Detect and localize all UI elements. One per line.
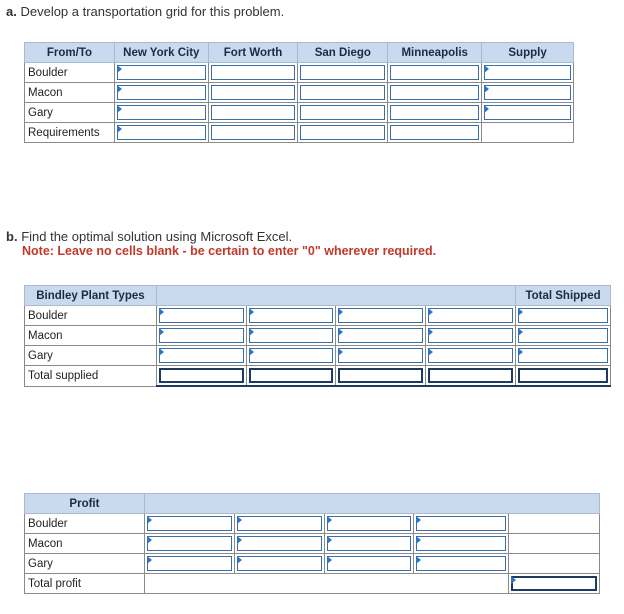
input-cell[interactable] [338, 348, 423, 363]
flag-icon [117, 105, 122, 113]
input-cell[interactable] [327, 536, 412, 551]
table-row [25, 514, 600, 534]
table-row [25, 63, 574, 83]
input-cell[interactable] [117, 105, 206, 120]
flag-icon [249, 328, 254, 336]
input-cell[interactable] [159, 348, 244, 363]
input-cell[interactable] [211, 85, 296, 100]
input-cell[interactable] [147, 536, 232, 551]
flag-icon [117, 65, 122, 73]
part-a-prefix: a. [6, 4, 17, 19]
header-blank [156, 286, 515, 306]
flag-icon [147, 516, 152, 524]
input-cell[interactable] [484, 105, 571, 120]
part-b-text: Find the optimal solution using Microsoft Excel. [21, 229, 293, 244]
header-fort-worth: Fort Worth [208, 43, 298, 63]
header-from-to: From/To [25, 43, 115, 63]
row-label-macon: Macon [25, 534, 145, 554]
table-row [25, 123, 574, 143]
input-cell[interactable] [390, 125, 479, 140]
input-cell[interactable] [147, 556, 232, 571]
row-label-boulder: Boulder [25, 514, 145, 534]
input-cell[interactable] [147, 516, 232, 531]
note-text: Note: Leave no cells blank - be certain to enter "0" wherever required. [22, 244, 437, 258]
flag-icon [338, 328, 343, 336]
flag-icon [159, 348, 164, 356]
flag-icon [416, 536, 421, 544]
part-b-prefix: b. [6, 229, 18, 244]
input-cell[interactable] [518, 308, 608, 323]
flag-icon [518, 308, 523, 316]
input-cell[interactable] [211, 105, 296, 120]
input-cell[interactable] [300, 125, 385, 140]
header-total-shipped: Total Shipped [516, 286, 611, 306]
flag-icon [338, 348, 343, 356]
solution-header-row [25, 286, 611, 306]
row-label-gary: Gary [25, 346, 157, 366]
profit-header-row [25, 494, 600, 514]
header-minneapolis: Minneapolis [388, 43, 482, 63]
input-cell[interactable] [159, 368, 244, 383]
flag-icon [249, 308, 254, 316]
flag-icon [159, 308, 164, 316]
table-row [25, 326, 611, 346]
row-label-boulder: Boulder [25, 306, 157, 326]
input-cell[interactable] [428, 348, 513, 363]
input-cell[interactable] [117, 125, 206, 140]
flag-icon [237, 556, 242, 564]
flag-icon [428, 328, 433, 336]
header-new-york-city: New York City [114, 43, 208, 63]
row-label-boulder: Boulder [25, 63, 115, 83]
input-cell[interactable] [338, 368, 423, 383]
header-supply: Supply [482, 43, 574, 63]
input-cell[interactable] [159, 308, 244, 323]
flag-icon [338, 308, 343, 316]
input-cell[interactable] [211, 65, 296, 80]
flag-icon [428, 348, 433, 356]
part-a-text: Develop a transportation grid for this problem. [20, 4, 285, 19]
empty-cell [482, 123, 574, 143]
flag-icon [147, 556, 152, 564]
input-cell[interactable] [237, 536, 322, 551]
flag-icon [147, 536, 152, 544]
flag-icon [511, 576, 516, 584]
table-row [25, 554, 600, 574]
solution-grid [24, 285, 611, 387]
row-label-total-supplied: Total supplied [25, 366, 157, 387]
input-cell[interactable] [416, 516, 506, 531]
header-profit: Profit [25, 494, 145, 514]
input-cell[interactable] [416, 536, 506, 551]
flag-icon [327, 536, 332, 544]
input-cell[interactable] [390, 65, 479, 80]
table-row [25, 306, 611, 326]
empty-span-cell [144, 574, 508, 594]
input-cell[interactable] [484, 85, 571, 100]
table-row [25, 83, 574, 103]
flag-icon [518, 328, 523, 336]
flag-icon [428, 308, 433, 316]
input-cell[interactable] [511, 576, 597, 591]
flag-icon [237, 516, 242, 524]
flag-icon [117, 125, 122, 133]
table-row [25, 346, 611, 366]
flag-icon [237, 536, 242, 544]
input-cell[interactable] [518, 368, 608, 383]
flag-icon [484, 105, 489, 113]
flag-icon [249, 348, 254, 356]
row-label-macon: Macon [25, 326, 157, 346]
input-cell[interactable] [518, 348, 608, 363]
table-row [25, 366, 611, 387]
input-cell[interactable] [428, 328, 513, 343]
input-cell[interactable] [300, 85, 385, 100]
flag-icon [518, 348, 523, 356]
input-cell[interactable] [117, 85, 206, 100]
transportation-grid [24, 42, 574, 143]
table-row [25, 574, 600, 594]
flag-icon [484, 65, 489, 73]
flag-icon [416, 556, 421, 564]
row-label-gary: Gary [25, 554, 145, 574]
input-cell[interactable] [390, 85, 479, 100]
flag-icon [117, 85, 122, 93]
empty-cell [509, 554, 600, 574]
flag-icon [327, 556, 332, 564]
input-cell[interactable] [249, 328, 334, 343]
input-cell[interactable] [300, 65, 385, 80]
header-blank [144, 494, 599, 514]
input-cell[interactable] [300, 105, 385, 120]
input-cell[interactable] [327, 556, 412, 571]
part-a-question [6, 4, 284, 19]
flag-icon [416, 516, 421, 524]
input-cell[interactable] [211, 125, 296, 140]
input-cell[interactable] [428, 308, 513, 323]
row-label-total-profit: Total profit [25, 574, 145, 594]
input-cell[interactable] [338, 328, 423, 343]
input-cell[interactable] [237, 556, 322, 571]
empty-cell [509, 514, 600, 534]
input-cell[interactable] [428, 368, 513, 383]
row-label-macon: Macon [25, 83, 115, 103]
input-cell[interactable] [518, 328, 608, 343]
input-cell[interactable] [327, 516, 412, 531]
table-row [25, 103, 574, 123]
input-cell[interactable] [416, 556, 506, 571]
profit-grid [24, 493, 600, 594]
input-cell[interactable] [117, 65, 206, 80]
input-cell[interactable] [484, 65, 571, 80]
input-cell[interactable] [237, 516, 322, 531]
header-san-diego: San Diego [298, 43, 388, 63]
header-bindley-plant-types: Bindley Plant Types [25, 286, 157, 306]
input-cell[interactable] [249, 368, 334, 383]
flag-icon [484, 85, 489, 93]
input-cell[interactable] [390, 105, 479, 120]
empty-cell [509, 534, 600, 554]
grid-header-row [25, 43, 574, 63]
table-row [25, 534, 600, 554]
input-cell[interactable] [249, 308, 334, 323]
row-label-requirements: Requirements [25, 123, 115, 143]
input-cell[interactable] [159, 328, 244, 343]
input-cell[interactable] [249, 348, 334, 363]
row-label-gary: Gary [25, 103, 115, 123]
input-cell[interactable] [338, 308, 423, 323]
part-b-question [6, 229, 292, 244]
flag-icon [327, 516, 332, 524]
flag-icon [159, 328, 164, 336]
